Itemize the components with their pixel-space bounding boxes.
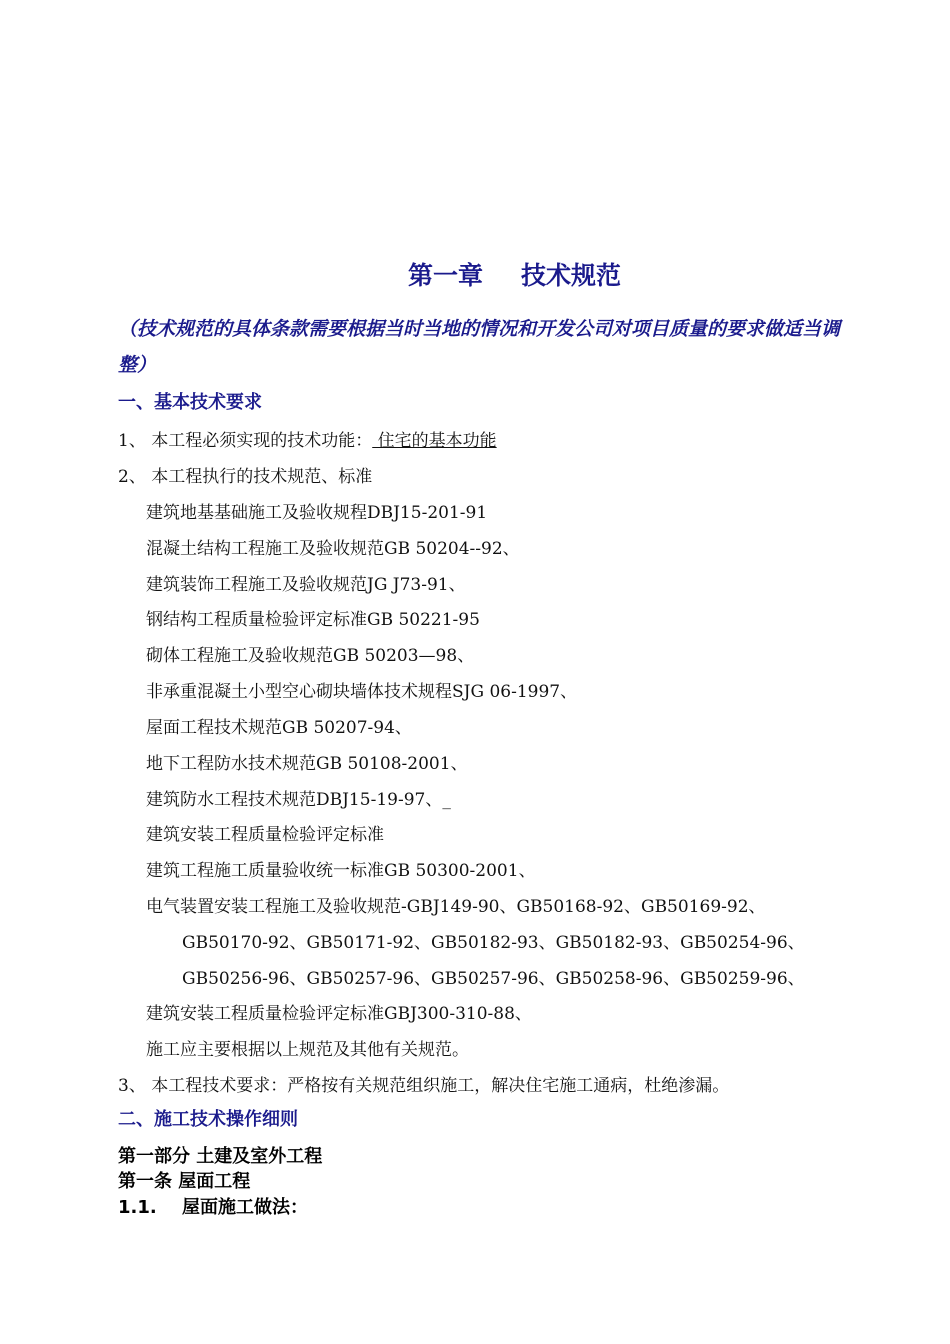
standard-item-continued: GB50170-92、GB50171-92、GB50182-93、GB50182-93、GB50254-96、 (182, 933, 805, 953)
subsection-heading (118, 1193, 308, 1219)
standard-item: 建筑工程施工质量验收统一标准GB 50300-2001、 (146, 861, 536, 881)
subsection-number: 1.1. (118, 1197, 157, 1218)
item-3: 3、 本工程技术要求：严格按有关规范组织施工，解决住宅施工通病，杜绝渗漏。 (118, 1076, 730, 1096)
standard-item: 砌体工程施工及验收规范GB 50203—98、 (146, 646, 475, 666)
standard-item: 屋面工程技术规范GB 50207-94、 (146, 718, 412, 738)
standard-item: 非承重混凝土小型空心砌块墙体技术规程SJG 06-1997、 (146, 682, 578, 702)
part-heading: 第一部分 土建及室外工程 (118, 1146, 323, 1167)
standard-item: 电气装置安装工程施工及验收规范-GBJ149-90、GB50168-92、GB50169-92、 (146, 897, 766, 917)
item-1-value: 住宅的基本功能 (372, 431, 497, 451)
standard-item: 钢结构工程质量检验评定标准GB 50221-95 (146, 610, 480, 630)
standard-item: 建筑安装工程质量检验评定标准GBJ300-310-88、 (146, 1004, 532, 1024)
chapter-title (408, 256, 621, 292)
standard-item: 地下工程防水技术规范GB 50108-2001、 (146, 754, 468, 774)
item-2: 2、 本工程执行的技术规范、标准 (118, 467, 373, 487)
item-1 (118, 426, 497, 451)
article-heading: 第一条 屋面工程 (118, 1171, 251, 1192)
standard-item: 混凝土结构工程施工及验收规范GB 50204--92、 (146, 539, 520, 559)
standard-item: 建筑装饰工程施工及验收规范JG J73-91、 (146, 575, 466, 595)
chapter-number: 第一章 (408, 261, 484, 290)
standard-item: 施工应主要根据以上规范及其他有关规范。 (146, 1040, 469, 1060)
standard-item: 建筑防水工程技术规范DBJ15-19-97、_ (146, 790, 451, 810)
standard-item: 建筑安装工程质量检验评定标准 (146, 825, 384, 845)
section1-heading: 一、基本技术要求 (118, 392, 262, 413)
subsection-title: 屋面施工做法： (182, 1197, 308, 1218)
chapter-name: 技术规范 (521, 261, 622, 290)
standard-item: 建筑地基基础施工及验收规程DBJ15-201-91 (146, 503, 488, 523)
section2-heading: 二、施工技术操作细则 (118, 1109, 298, 1130)
note-line-2: 整） (118, 354, 157, 376)
item-1-label: 1、 本工程必须实现的技术功能： (118, 431, 373, 451)
standard-item-continued: GB50256-96、GB50257-96、GB50257-96、GB50258-96、GB50259-96、 (182, 969, 805, 989)
note-line-1: （技术规范的具体条款需要根据当时当地的情况和开发公司对项目质量的要求做适当调 (118, 318, 841, 340)
